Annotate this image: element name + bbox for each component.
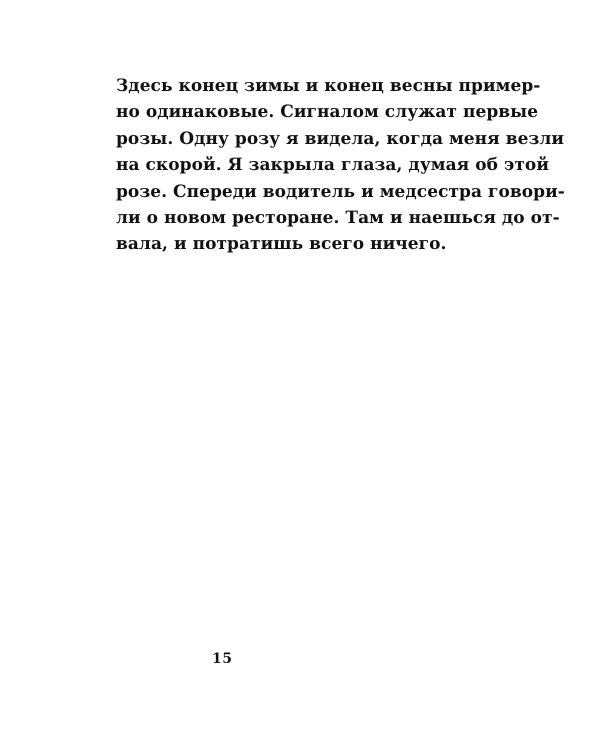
paragraph-line-1: Здесь конец зимы и конец весны пример- bbox=[116, 76, 541, 96]
paragraph-line-5: розе. Спереди водитель и медсестра говори- bbox=[116, 181, 565, 202]
page-number: 15 bbox=[212, 651, 233, 667]
paragraph-line-4: на скорой. Я закрыла глаза, думая об этой bbox=[116, 155, 549, 176]
paragraph-line-6: ли о новом ресторане. Там и наешься до от- bbox=[116, 207, 560, 228]
paragraph-line-7: вала, и потратишь всего ничего. bbox=[116, 234, 447, 255]
paragraph-line-2: но одинаковые. Сигналом служат первые bbox=[116, 102, 539, 123]
paragraph-line-3: розы. Одну розу я видела, когда меня везли bbox=[116, 128, 565, 149]
paragraph bbox=[116, 73, 565, 258]
